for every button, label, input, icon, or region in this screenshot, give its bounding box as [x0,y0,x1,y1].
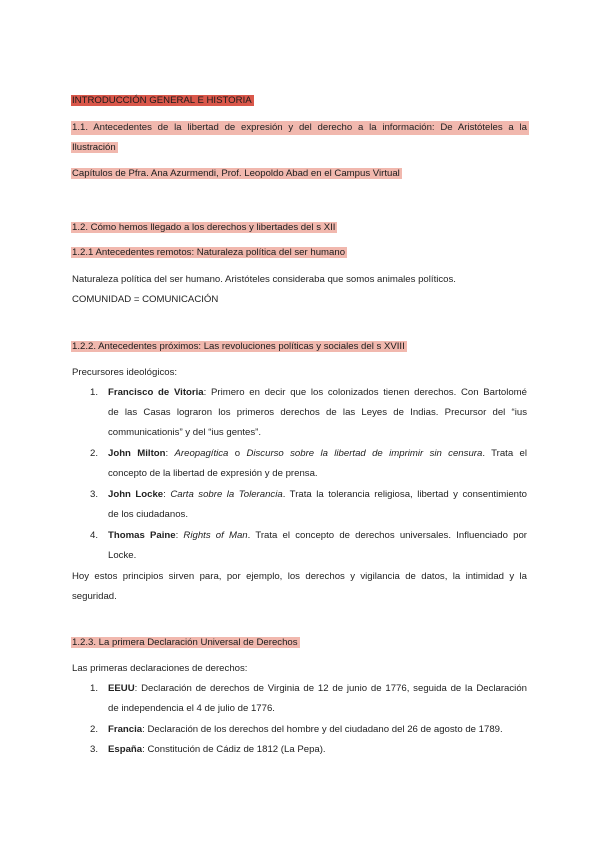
list-item-text: . Trata el [482,448,528,459]
list-item-text: : [165,448,175,459]
list-item-cont: de independencia el 4 de julio de 1776. [108,703,275,714]
list-number: 1. [90,683,99,694]
list-item [108,386,527,399]
s123-heading-text: 1.2.3. La primera Declaración Universal de Derechos [72,637,298,648]
s12-heading [71,221,337,234]
work-title: Areopagítica [174,448,229,459]
list-item-text: : Declaración de derechos de Virginia de 12 de junio de 1776, seguida de la Declaración [134,683,527,694]
today-paragraph-line1 [72,570,527,583]
precursor-name: John Milton [108,448,166,459]
section-title-text: INTRODUCCIÓN GENERAL E HISTORIA [72,95,252,106]
list-item-cont: de los ciudadanos. [108,509,189,520]
list-number: 4. [90,530,99,541]
list-item-text: de las Casas lograron los primeros derechos de las Leyes de Indias. Precursor del “ius [108,407,527,418]
declaration-country: España [108,744,143,755]
s11-heading-line2-text: Ilustración [72,142,116,153]
list-item-text: . Trata el concepto de derechos universales. Influenciado por [247,530,527,541]
work-title: Rights of Man [183,530,248,541]
list-item [108,488,527,501]
list-number: 3. [90,489,99,500]
s121-heading-text: 1.2.1 Antecedentes remotos: Naturaleza política del ser humano [72,247,346,258]
s122-heading-text: 1.2.2. Antecedentes próximos: Las revoluciones políticas y sociales del s XVIII [72,341,405,352]
precursors-intro: Precursores ideológicos: [72,367,178,378]
list-item-text: o [228,448,247,459]
s123-heading [71,636,300,649]
precursor-name: John Locke [108,489,164,500]
work-title: Discurso sobre la libertad de imprimir sin censura [246,448,483,459]
s121-heading [71,246,347,259]
precursor-name: Francisco de Vitoria [108,387,204,398]
today-paragraph-text: Hoy estos principios sirven para, por ejemplo, los derechos y vigilancia de datos, la intimidad y la [72,571,527,582]
list-item-cont: Locke. [108,550,137,561]
list-number: 2. [90,724,99,735]
chapters-note-text: Capítulos de Pfra. Ana Azurmendi, Prof. Leopoldo Abad en el Campus Virtual [72,168,400,179]
list-item-text: : Declaración de los derechos del hombre y del ciudadano del 26 de agosto de 1789. [142,724,503,735]
list-item [108,723,503,736]
s121-body-2: COMUNIDAD = COMUNICACIÓN [72,294,219,305]
list-item-text: : Primero en decir que los colonizados tienen derechos. Con Bartolomé [203,387,527,398]
precursor-name: Thomas Paine [108,530,176,541]
s122-heading [71,340,407,353]
today-paragraph-line2: seguridad. [72,591,117,602]
list-item-cont: concepto de la libertad de expresión y de prensa. [108,468,318,479]
s11-heading-line1 [72,121,527,134]
list-item-text: : Constitución de Cádiz de 1812 (La Pepa). [142,744,326,755]
list-item-text: . Trata la tolerancia religiosa, libertad y consentimiento [282,489,527,500]
list-item [108,529,527,542]
s121-body-1: Naturaleza política del ser humano. Aristóteles consideraba que somos animales políticos. [72,274,456,285]
list-item [108,682,527,695]
list-item-text: : [163,489,171,500]
list-item [108,447,527,460]
list-item-text: : [175,530,184,541]
s12-heading-text: 1.2. Cómo hemos llegado a los derechos y libertades del s XII [72,222,336,233]
section-title [71,94,254,107]
declaration-country: EEUU [108,683,135,694]
list-item-cont: communicationis” y del “ius gentes”. [108,427,262,438]
s11-heading-line2 [71,141,118,154]
list-number: 1. [90,387,99,398]
declaration-country: Francia [108,724,143,735]
declarations-intro: Las primeras declaraciones de derechos: [72,663,248,674]
list-item [108,743,326,756]
s11-heading-line1-text: 1.1. Antecedentes de la libertad de expresión y del derecho a la información: De Aristóteles a la [72,122,527,133]
work-title: Carta sobre la Tolerancia [170,489,283,500]
chapters-note [71,167,402,180]
list-number: 3. [90,744,99,755]
list-item-cont [108,406,527,419]
list-number: 2. [90,448,99,459]
